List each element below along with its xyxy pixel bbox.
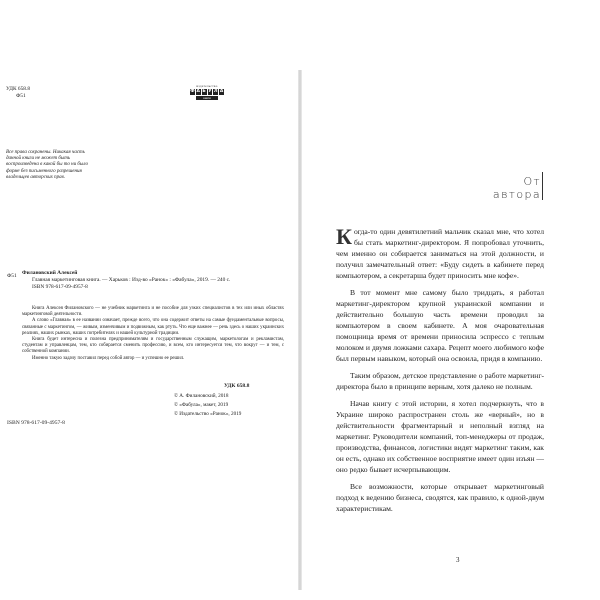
heading-rule	[542, 172, 543, 200]
body-text: огда-то один девятилетний мальчик сказал мне, что хотел бы стать маркетинг-директором. Я попробовал уточнить, чем именно он собирается заниматься на этой должности, и получил замечательный ответ: «Буду сидеть в кабинете перед компьютером, а секретарша будет приносить мне кофе».	[336, 227, 544, 280]
body-paragraph: В тот момент мне самому было тридцать, я работал маркетинг-директором крупной украинской компании и действительно большую часть времени проводил за компьютером в своем кабинете. А моя очаровательная помощница время от времени приносила эспрессо с теплым молоком и двумя ложками сахара. Рецепт моего любимого кофе был первым навыком, который она освоила, придя в компанию.	[336, 288, 544, 363]
catalog-description: Главная маркетинговая книга. — Харьков : Изд-во «Ранок» : «Фабула», 2019. — 240 с.	[32, 277, 231, 284]
body-paragraph: Начав книгу с этой истории, я хотел подчеркнуть, что в Украине широко распространен столь же «верный», но в действительности фрагментарный и неполный взгляд на маркетинг. Руководители компаний, топ-менеджеры от продаж, производства, финансов, логистики видят маркетинг таким, как он есть, однако их собственное восприятие имеет один изъян — оно редко бывает исчерпывающим.	[336, 399, 544, 474]
annotation-paragraph: А слово «Главная» в ее названии означает, прежде всего, что она содержит ответы на самые фундаментальные вопросы, связанные с маркетингом, — живым, изменчивым и подвижным, как ртуть. Что еще важнее — речь здесь о наших украинских реалиях, наших рынках, наших потребителях и нашей культурной традиции.	[22, 318, 284, 336]
logo-letter: А	[219, 89, 224, 94]
bbk-code: Ф51	[16, 93, 26, 99]
rights-notice: Все права сохранены. Никакая часть данной книги не может быть воспроизведена в какой бы то ни было форме без письменного разрешения владельцев авторских прав.	[6, 150, 88, 180]
catalog-code: Ф51	[7, 273, 17, 279]
annotation-paragraph: Книга будет интересна и полезна предпринимателям и государственным служащим, маркетологам и рекламистам, студентам и управленцам, тем, кто собирается сменить профессию, и всем, кто интересуется тем, что вокруг — и тем, с собственной компании.	[22, 337, 284, 355]
logo-letter: Л	[213, 89, 218, 94]
body-paragraph: Таким образом, детское представление о работе маркетинг-директора было в принципе верным, хотя далеко не полным.	[336, 371, 544, 391]
isbn: ISBN 978-617-09-4957-8	[7, 420, 65, 426]
copyright-line: © «Фабула», макет, 2019	[174, 402, 229, 408]
udk-footer: УДК 658.8	[224, 383, 250, 389]
logo-top-text: издательство	[196, 84, 218, 88]
annotation-paragraph: Книга Алексея Филановского — не учебник маркетинга и не пособие для узких специалистов в тех или иных областях маркетинговой деятельности.	[22, 306, 284, 318]
udk-code: УДК 658.8	[6, 86, 31, 92]
annotation-paragraph: Именно такую задачу поставил перед собой автор — и успешно ее решил.	[32, 355, 185, 361]
page-number: 3	[456, 556, 460, 564]
logo-letter: Ф	[190, 89, 195, 94]
logo-letter: У	[208, 89, 212, 94]
publisher-logo	[190, 84, 224, 100]
logo-letter: А	[196, 89, 200, 94]
logo-letters	[190, 89, 224, 95]
annotation	[22, 306, 284, 362]
chapter-body	[336, 226, 544, 520]
copyright-line: © Издательство «Ранок», 2019	[174, 411, 242, 417]
body-paragraph	[336, 226, 544, 281]
catalog-isbn: ISBN 978-617-09-4957-8	[32, 284, 88, 291]
body-paragraph: Все возможности, которые открывает маркетинговый подход к ведению бизнеса, сводятся, как правило, к одной-двум характеристикам.	[336, 482, 544, 513]
logo-bottom-text: книги	[196, 96, 218, 100]
udk-header	[6, 86, 30, 100]
drop-cap: К	[336, 224, 352, 249]
author-name: Филановский Алексей	[22, 270, 78, 276]
logo-letter: Б	[202, 89, 206, 94]
chapter-heading: От автора	[492, 175, 541, 201]
copyright-block	[174, 392, 241, 419]
copyright-line: © А. Филановский, 2018	[174, 393, 229, 399]
catalog-entry	[22, 270, 284, 292]
